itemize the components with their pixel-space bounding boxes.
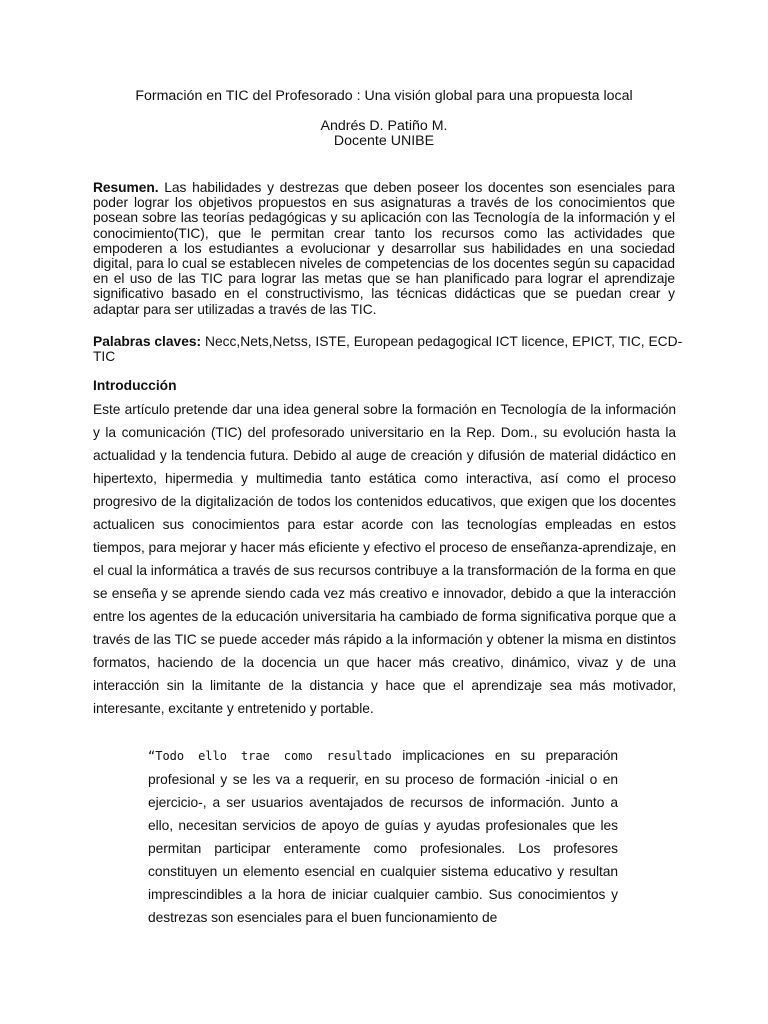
block-quote xyxy=(148,744,618,929)
introduction-heading: Introducción xyxy=(93,378,177,393)
abstract-text: Las habilidades y destrezas que deben poseer los docentes son esenciales para poder lograr los objetivos propuestos en sus asignaturas a través de los conocimientos que posean sobre las teorías pedagógicas y su aplicación con las Tecnología de la información y el conocimiento(TIC), que le permitan crear tanto los recursos como las actividades que empoderen a los estudiantes a evolucionar y desarrollar sus habilidades en una sociedad digital, para lo cual se establecen niveles de competencias de los docentes según su capacidad en el uso de las TIC para lograr las metas que se han planificado para lograr el aprendizaje significativo basado en el constructivismo, las técnicas didácticas que se puedan crear y adaptar para ser utilizadas a través de las TIC. xyxy=(93,180,675,317)
introduction-paragraph: Este artículo pretende dar una idea general sobre la formación en Tecnología de la información y la comunicación (TIC) del profesorado universitario en la Rep. Dom., su evolución hasta la actualidad y la tendencia futura. Debido al auge de creación y difusión de material didáctico en hipertexto, hipermedia y multimedia tanto estática como interactiva, así como el proceso progresivo de la digitalización de todos los contenidos educativos, que exigen que los docentes actualicen sus conocimientos para estar acorde con las tecnologías empleadas en estos tiempos, para mejorar y hacer más eficiente y efectivo el proceso de enseñanza-aprendizaje, en el cual la informática a través de sus recursos contribuye a la transformación de la forma en que se enseña y se aprende siendo cada vez más creativo e innovador, debido a que la interacción entre los agentes de la educación universitaria ha cambiado de forma significativa porque que a través de las TIC se puede acceder más rápido a la información y obtener la misma en distintos formatos, haciendo de la docencia un que hacer más creativo, dinámico, vivaz y de una interacción sin la limitante de la distancia y hace que el aprendizaje sea más motivador, interesante, excitante y entretenido y portable. xyxy=(93,402,676,716)
author-name: Andrés D. Patiño M. xyxy=(320,118,448,134)
quote-opening: “Todo ello trae como resultado xyxy=(148,749,392,763)
keywords-label: Palabras claves: xyxy=(93,334,202,349)
keywords-paragraph xyxy=(93,334,683,364)
keywords-text: Necc,Nets,Netss, ISTE, European pedagogical ICT licence, EPICT, TIC, ECD-TIC xyxy=(93,334,683,365)
abstract-label: Resumen. xyxy=(93,180,159,195)
document-title: Formación en TIC del Profesorado : Una visión global para una propuesta local xyxy=(135,88,633,104)
abstract-paragraph xyxy=(93,180,675,317)
author-block xyxy=(0,119,768,149)
quote-text: implicaciones en su preparación profesional y se les va a requerir, en su proceso de formación -inicial o en ejercicio-, a ser usuarios aventajados de recursos de información. Junto a ello, necesitan servicios de apoyo de guías y ayudas profesionales que les permitan participar enteramente como profesionales. Los profesores constituyen un elemento esencial en cualquier sistema educativo y resultan imprescindibles a la hora de iniciar cualquier cambio. Sus conocimientos y destrezas son esenciales para el buen funcionamiento de xyxy=(148,748,618,925)
author-role: Docente UNIBE xyxy=(333,133,435,149)
